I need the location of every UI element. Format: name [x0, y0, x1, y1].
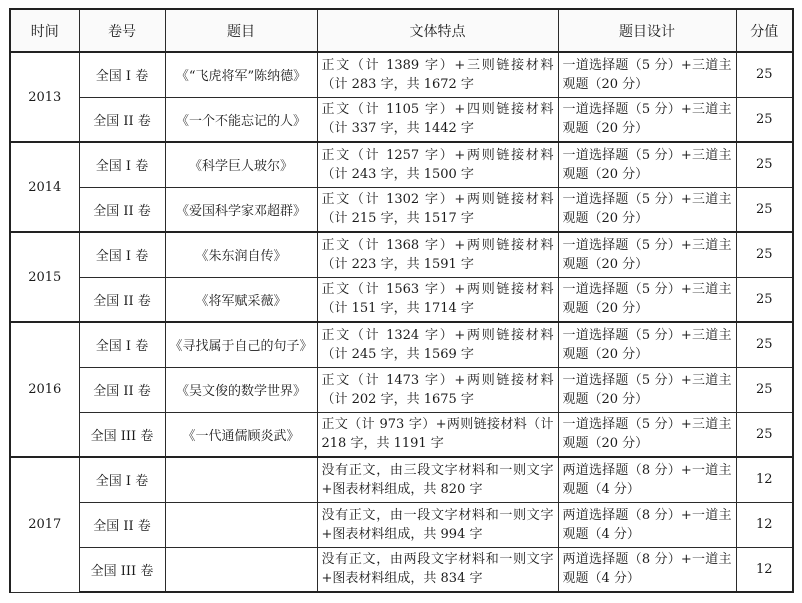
year-cell: 2014: [10, 142, 79, 232]
year-cell: 2016: [10, 322, 79, 457]
title-cell: 《一个不能忘记的人》: [165, 97, 317, 142]
score-cell: 25: [736, 97, 793, 142]
header-paper: 卷号: [79, 9, 165, 52]
score-cell: 12: [736, 457, 793, 502]
title-cell: 《朱东润自传》: [165, 232, 317, 277]
paper-cell: 全国 I 卷: [79, 322, 165, 367]
table-body: [10, 52, 793, 592]
design-cell: 两道选择题（8 分）+一道主观题（4 分）: [558, 547, 736, 592]
table-row: [10, 502, 793, 547]
score-cell: 25: [736, 52, 793, 97]
features-cell: 正文（计 1389 字）+三则链接材料（计 283 字，共 1672 字: [317, 52, 558, 97]
design-cell: 两道选择题（8 分）+一道主观题（4 分）: [558, 457, 736, 502]
title-cell: 《吴文俊的数学世界》: [165, 367, 317, 412]
score-cell: 25: [736, 142, 793, 187]
features-cell: 正文（计 1368 字）+两则链接材料（计 223 字，共 1591 字: [317, 232, 558, 277]
header-score: 分值: [736, 9, 793, 52]
paper-cell: 全国 I 卷: [79, 52, 165, 97]
title-cell: 《一代通儒顾炎武》: [165, 412, 317, 457]
design-cell: 一道选择题（5 分）+三道主观题（20 分）: [558, 232, 736, 277]
features-cell: 没有正文，由一段文字材料和一则文字+图表材料组成，共 994 字: [317, 502, 558, 547]
table-row: [10, 232, 793, 277]
design-cell: 一道选择题（5 分）+三道主观题（20 分）: [558, 187, 736, 232]
design-cell: 一道选择题（5 分）+三道主观题（20 分）: [558, 52, 736, 97]
table-row: [10, 52, 793, 97]
title-cell: 《爱国科学家邓超群》: [165, 187, 317, 232]
features-cell: 正文（计 1302 字）+两则链接材料（计 215 字，共 1517 字: [317, 187, 558, 232]
title-cell: 《将军赋采薇》: [165, 277, 317, 322]
paper-cell: 全国 II 卷: [79, 187, 165, 232]
features-cell: 正文（计 1563 字）+两则链接材料（计 151 字，共 1714 字: [317, 277, 558, 322]
title-cell: [165, 502, 317, 547]
paper-cell: 全国 I 卷: [79, 232, 165, 277]
year-cell: 2013: [10, 52, 79, 142]
design-cell: 一道选择题（5 分）+三道主观题（20 分）: [558, 322, 736, 367]
score-cell: 25: [736, 412, 793, 457]
paper-cell: 全国 III 卷: [79, 412, 165, 457]
design-cell: 一道选择题（5 分）+三道主观题（20 分）: [558, 412, 736, 457]
score-cell: 12: [736, 547, 793, 592]
title-cell: [165, 547, 317, 592]
features-cell: 正文（计 1324 字）+两则链接材料（计 245 字，共 1569 字: [317, 322, 558, 367]
exam-table-container: [9, 8, 794, 593]
score-cell: 25: [736, 277, 793, 322]
design-cell: 两道选择题（8 分）+一道主观题（4 分）: [558, 502, 736, 547]
table-row: [10, 142, 793, 187]
paper-cell: 全国 I 卷: [79, 142, 165, 187]
score-cell: 25: [736, 322, 793, 367]
features-cell: 正文（计 1105 字）+四则链接材料（计 337 字，共 1442 字: [317, 97, 558, 142]
header-design: 题目设计: [558, 9, 736, 52]
header-year: 时间: [10, 9, 79, 52]
exam-analysis-table: [9, 8, 794, 593]
paper-cell: 全国 II 卷: [79, 97, 165, 142]
title-cell: 《“飞虎将军”陈纳德》: [165, 52, 317, 97]
features-cell: 正文（计 1473 字）+两则链接材料（计 202 字，共 1675 字: [317, 367, 558, 412]
year-cell: 2017: [10, 457, 79, 592]
paper-cell: 全国 II 卷: [79, 277, 165, 322]
table-row: [10, 97, 793, 142]
table-row: [10, 322, 793, 367]
table-row: [10, 277, 793, 322]
features-cell: 没有正文，由两段文字材料和一则文字+图表材料组成，共 834 字: [317, 547, 558, 592]
design-cell: 一道选择题（5 分）+三道主观题（20 分）: [558, 142, 736, 187]
paper-cell: 全国 II 卷: [79, 367, 165, 412]
header-title: 题目: [165, 9, 317, 52]
title-cell: 《寻找属于自己的句子》: [165, 322, 317, 367]
title-cell: [165, 457, 317, 502]
table-row: [10, 457, 793, 502]
table-row: [10, 412, 793, 457]
score-cell: 25: [736, 367, 793, 412]
paper-cell: 全国 II 卷: [79, 502, 165, 547]
table-row: [10, 547, 793, 592]
score-cell: 25: [736, 187, 793, 232]
design-cell: 一道选择题（5 分）+三道主观题（20 分）: [558, 277, 736, 322]
features-cell: 正文（计 1257 字）+两则链接材料（计 243 字，共 1500 字: [317, 142, 558, 187]
table-row: [10, 187, 793, 232]
title-cell: 《科学巨人玻尔》: [165, 142, 317, 187]
paper-cell: 全国 I 卷: [79, 457, 165, 502]
score-cell: 12: [736, 502, 793, 547]
features-cell: 没有正文，由三段文字材料和一则文字+图表材料组成，共 820 字: [317, 457, 558, 502]
design-cell: 一道选择题（5 分）+三道主观题（20 分）: [558, 97, 736, 142]
table-row: [10, 367, 793, 412]
design-cell: 一道选择题（5 分）+三道主观题（20 分）: [558, 367, 736, 412]
year-cell: 2015: [10, 232, 79, 322]
features-cell: 正文（计 973 字）+两则链接材料（计 218 字，共 1191 字: [317, 412, 558, 457]
paper-cell: 全国 III 卷: [79, 547, 165, 592]
score-cell: 25: [736, 232, 793, 277]
header-features: 文体特点: [317, 9, 558, 52]
header-row: [10, 9, 793, 52]
